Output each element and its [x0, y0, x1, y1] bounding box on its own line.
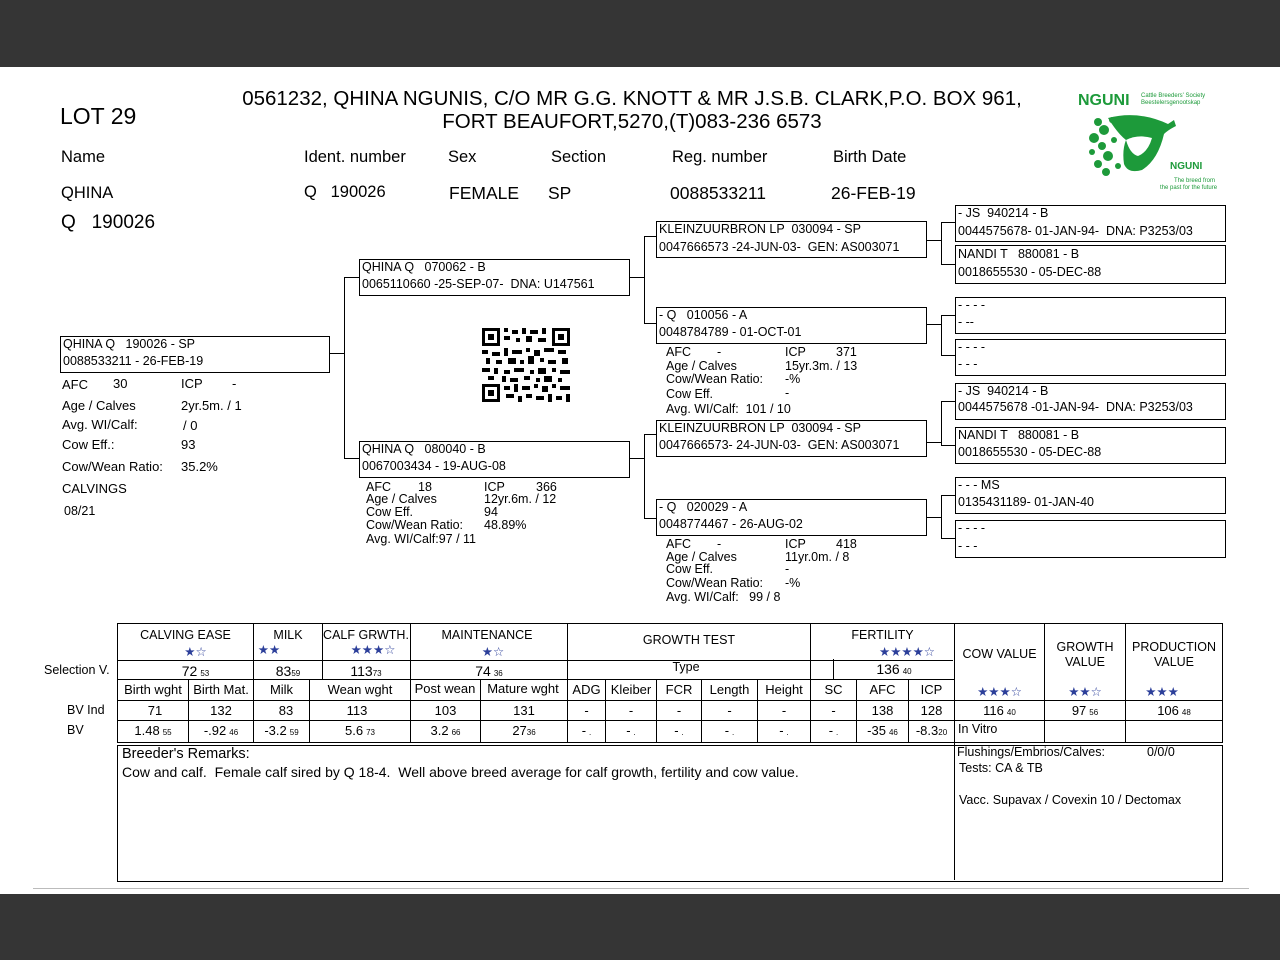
bv-ind-post-wean: 103 — [434, 703, 457, 718]
bv-ind-production-value — [1126, 703, 1222, 718]
header-line-1: 0561232, QHINA NGUNIS, C/O MR G.G. KNOTT & MR J.S.B. CLARK,P.O. BOX 961, — [242, 87, 1022, 110]
dam-cow-eff-label: Cow Eff. — [366, 505, 414, 519]
table-border — [1222, 623, 1223, 743]
col-icp: ICP — [920, 682, 943, 697]
gen4-7-line-2: 0135431189- 01-JAN-40 — [958, 495, 1094, 509]
header-milk: MILK — [273, 628, 303, 642]
gen4-2-line-1: NANDI T 880081 - B — [958, 247, 1080, 261]
gen4-4-line-1: - - - - — [958, 340, 986, 354]
bv-acc: 46 — [229, 728, 239, 737]
gen4-2-line-2: 0018655530 - 05-DEC-88 — [958, 265, 1102, 279]
animal-afc: 30 — [113, 376, 128, 391]
header-growth-value-2: VALUE — [1064, 655, 1106, 669]
header-line-2: FORT BEAUFORT,5270,(T)083-236 6573 — [442, 110, 822, 133]
dams-dam-line-1: - Q 020029 - A — [659, 500, 748, 514]
sd-icp: 371 — [836, 345, 857, 359]
animal-age-label: Age / Calves — [62, 398, 136, 413]
stars-fertility: ★★★★☆ — [878, 645, 936, 659]
gen4-1-line-1: - JS 940214 - B — [958, 206, 1049, 220]
bv-birth-wght — [118, 723, 188, 738]
bv-ind-value: 106 — [1157, 703, 1179, 718]
bv-value: 27 — [512, 723, 527, 738]
dams-dam-line-2: 0048774467 - 26-AUG-02 — [659, 517, 803, 531]
header-calf-growth: CALF GRWTH. — [323, 628, 409, 642]
selection-value: 72 — [181, 663, 198, 679]
sire-line-2: 0065110660 -25-SEP-07- DNA: U147561 — [362, 277, 595, 291]
bv-icp — [909, 723, 954, 738]
header-cow-value: COW VALUE — [962, 647, 1037, 661]
header-fertility: FERTILITY — [851, 628, 914, 642]
dd-cow-eff: - — [785, 562, 790, 576]
logo-tagline-2: the past for the future — [1160, 185, 1218, 191]
header-calving-ease: CALVING EASE — [140, 628, 231, 642]
bv-ind-kleiber: - — [628, 703, 634, 718]
bv-ind-acc: 40 — [1006, 708, 1016, 717]
gen4-1-line-2: 0044575678- 01-JAN-94- DNA: P3253/03 — [958, 224, 1193, 238]
bv-ind-fcr: - — [676, 703, 682, 718]
gen4-7-line-1: - - - MS — [958, 478, 1000, 492]
sd-cow-eff: - — [785, 386, 790, 400]
logo-emblem-text: NGUNI — [1170, 161, 1203, 172]
stars-calving-ease: ★☆ — [184, 645, 207, 659]
stars-calf-growth: ★★★☆ — [350, 643, 396, 657]
dam-cow-wean-label: Cow/Wean Ratio: — [366, 518, 464, 532]
bv-ind-birth-wght: 71 — [147, 703, 163, 718]
bv-ind-growth-value — [1045, 703, 1125, 718]
dd-cow-eff-label: Cow Eff. — [666, 562, 714, 576]
bv-value: -35 — [867, 723, 886, 738]
col-birth-mat: Birth Mat. — [193, 682, 249, 697]
animal-cow-wean: 35.2% — [181, 459, 218, 474]
dam-avg: Avg. WI/Calf:97 / 11 — [366, 532, 477, 546]
bv-ind-value: 97 — [1071, 703, 1087, 718]
bv-ind-value: 116 — [983, 703, 1004, 718]
bv-acc: 59 — [289, 728, 299, 737]
sires-sire-line-2: 0047666573 -24-JUN-03- GEN: AS003071 — [659, 240, 900, 254]
col-wean-wght: Wean wght — [327, 682, 393, 697]
col-height: Height — [765, 682, 803, 697]
bv-post-wean — [411, 723, 480, 738]
label-bv: BV — [67, 723, 84, 737]
col-birth-wght: Birth wght — [124, 682, 182, 697]
dd-afc: - — [717, 537, 722, 551]
sd-cow-eff-label: Cow Eff. — [666, 387, 714, 401]
animal-age: 2yr.5m. / 1 — [181, 398, 242, 413]
sires-dam-line-1: - Q 010056 - A — [659, 308, 748, 322]
header-growth-test: GROWTH TEST — [642, 633, 736, 647]
dams-sire-line-1: KLEINZUURBRON LP 030094 - SP — [659, 421, 861, 435]
header-type: Type — [672, 660, 700, 674]
stars-milk: ★★ — [257, 643, 281, 657]
bv-acc: . — [633, 728, 636, 737]
stars-maintenance: ★☆ — [481, 645, 505, 659]
sd-age: 15yr.3m. / 13 — [785, 359, 858, 373]
tests-note: Tests: CA & TB — [959, 761, 1043, 775]
col-mature-wght: Mature wght — [487, 681, 559, 696]
col-afc: AFC — [869, 682, 896, 697]
dam-icp-label: ICP — [484, 480, 505, 494]
animal-line-2: 0088533211 - 26-FEB-19 — [63, 354, 204, 368]
sd-afc: - — [717, 345, 722, 359]
bv-acc: . — [681, 728, 684, 737]
bv-ind-milk: 83 — [278, 703, 294, 718]
sire-line-1: QHINA Q 070062 - B — [362, 260, 486, 274]
bv-afc — [857, 723, 908, 738]
stars-production-value: ★★★ — [1145, 685, 1179, 699]
col-length: Length — [709, 682, 750, 697]
sd-age-label: Age / Calves — [666, 359, 737, 373]
selection-value: 83 — [275, 663, 292, 679]
selection-acc: 53 — [200, 669, 210, 678]
label-ident: Ident. number — [304, 148, 406, 166]
gen4-4-line-2: - - - — [958, 357, 978, 371]
bv-value: - — [724, 723, 730, 738]
selection-acc: 36 — [493, 669, 503, 678]
bv-ind-acc: 56 — [1089, 708, 1099, 717]
label-reg: Reg. number — [672, 148, 768, 166]
bv-ind-length: - — [727, 703, 732, 718]
bv-ind-adg: - — [584, 703, 589, 718]
sd-afc-label: AFC — [666, 345, 691, 359]
value-reg: 0088533211 — [670, 183, 767, 203]
bv-length — [702, 723, 757, 738]
dd-afc-label: AFC — [666, 537, 691, 551]
bv-acc: . — [589, 728, 592, 737]
stars-growth-value: ★★☆ — [1068, 685, 1102, 699]
table-border — [117, 623, 1223, 624]
in-vitro-label: In Vitro — [958, 722, 998, 736]
gen4-5-line-1: - JS 940214 - B — [958, 384, 1049, 398]
bv-acc: 73 — [366, 728, 375, 737]
bv-value: - — [779, 723, 784, 738]
dam-line-1: QHINA Q 080040 - B — [362, 442, 486, 456]
bv-value: 1.48 — [134, 723, 160, 738]
bv-wean-wght — [310, 723, 410, 738]
calvings-value: 08/21 — [64, 504, 96, 518]
col-milk: Milk — [269, 682, 294, 697]
logo-tagline-1: The breed from — [1174, 178, 1216, 184]
dd-avg: Avg. WI/Calf: 99 / 8 — [666, 590, 781, 604]
bv-ind-acc: 48 — [1181, 708, 1191, 717]
stars-cow-value: ★★★☆ — [977, 685, 1022, 699]
selection-milk — [254, 663, 322, 679]
col-sc: SC — [824, 682, 843, 697]
bv-ind-mature-wght: 131 — [513, 703, 535, 718]
animal-cow-wean-label: Cow/Wean Ratio: — [62, 459, 163, 474]
header-growth-value-1: GROWTH — [1056, 640, 1114, 654]
table-rule — [117, 660, 953, 661]
animal-afc-label: AFC — [62, 377, 88, 392]
selection-value: 74 — [475, 663, 491, 679]
bv-ind-wean-wght: 113 — [346, 703, 368, 718]
value-sex: FEMALE — [449, 183, 520, 203]
flushings-label: Flushings/Embrios/Calves: — [957, 745, 1105, 759]
remarks-title: Breeder's Remarks: — [122, 746, 250, 762]
bv-ind-cow-value — [955, 703, 1044, 718]
bv-value: -8.3 — [915, 723, 939, 738]
col-kleiber: Kleiber — [610, 682, 652, 697]
gen4-8-line-1: - - - - — [958, 521, 986, 535]
bv-ind-afc: 138 — [871, 703, 894, 718]
flushings-value: 0/0/0 — [1147, 745, 1175, 759]
bv-kleiber — [606, 723, 656, 738]
bv-value: -3.2 — [264, 723, 287, 738]
bv-ind-icp: 128 — [920, 703, 943, 718]
bv-milk — [254, 723, 309, 738]
table-rule — [117, 720, 1223, 721]
gen4-5-line-2: 0044575678 -01-JAN-94- DNA: P3253/03 — [958, 400, 1193, 414]
lot-number: LOT 29 — [60, 103, 137, 129]
value-ident: Q 190026 — [304, 183, 386, 201]
dam-age: 12yr.6m. / 12 — [484, 492, 557, 506]
calvings-label: CALVINGS — [62, 481, 127, 496]
bv-acc: . — [836, 728, 839, 737]
label-birth: Birth Date — [833, 148, 907, 166]
dam-icp: 366 — [536, 480, 557, 494]
logo-brand: NGUNI — [1078, 92, 1130, 109]
header-maintenance: MAINTENANCE — [441, 628, 533, 642]
bv-value: - — [674, 723, 679, 738]
bv-ind-height: - — [781, 703, 787, 718]
bv-value: - — [828, 723, 834, 738]
dam-afc: 18 — [418, 480, 432, 494]
animal-avg-label: Avg. WI/Calf: — [62, 417, 138, 432]
col-post-wean: Post wean — [414, 681, 476, 696]
bv-mature-wght — [481, 723, 567, 738]
dam-line-2: 0067003434 - 19-AUG-08 — [362, 459, 506, 473]
selection-value: 113 — [350, 663, 373, 679]
remarks-text: Cow and calf. Female calf sired by Q 18-4. Well above breed average for calf growth, fertility and cow value. — [122, 764, 799, 780]
bv-acc: 55 — [162, 728, 172, 737]
dd-age-label: Age / Calves — [666, 550, 737, 564]
table-border — [117, 742, 1223, 743]
gen4-3-line-2: - -- — [958, 315, 974, 329]
selection-acc: 59 — [291, 669, 301, 678]
logo-society-1: Cattle Breeders' Society — [1141, 93, 1206, 99]
bv-value: - — [581, 723, 587, 738]
sd-icp-label: ICP — [785, 345, 806, 359]
animal-icp-label: ICP — [181, 376, 203, 391]
dd-cow-wean-label: Cow/Wean Ratio: — [666, 576, 764, 590]
gen4-3-line-1: - - - - — [958, 298, 986, 312]
gen4-6-line-2: 0018655530 - 05-DEC-88 — [958, 445, 1102, 459]
animal-avg: / 0 — [183, 418, 198, 433]
bv-value: -.92 — [203, 723, 227, 738]
dd-icp-label: ICP — [785, 537, 806, 551]
header-production-value-1: PRODUCTION — [1131, 640, 1217, 654]
dam-age-label: Age / Calves — [366, 492, 437, 506]
bv-acc: 46 — [888, 728, 898, 737]
table-rule — [117, 679, 955, 680]
gen4-8-line-2: - - - — [958, 539, 978, 553]
dam-afc-label: AFC — [366, 480, 391, 494]
label-selection: Selection V. — [44, 663, 110, 677]
animal-id: Q 190026 — [61, 212, 156, 233]
label-section: Section — [551, 148, 607, 166]
selection-acc: 40 — [902, 667, 912, 676]
label-name: Name — [61, 148, 106, 166]
selection-value: 136 — [876, 661, 900, 677]
col-adg: ADG — [572, 682, 601, 697]
sd-cow-wean-label: Cow/Wean Ratio: — [666, 372, 764, 386]
bv-birth-mat — [189, 723, 253, 738]
vacc-note: Vacc. Supavax / Covexin 10 / Dectomax — [959, 793, 1182, 807]
sires-dam-line-2: 0048784789 - 01-OCT-01 — [659, 325, 802, 339]
bv-ind-sc: - — [831, 703, 836, 718]
bv-value: 5.6 — [345, 723, 364, 738]
dams-sire-line-2: 0047666573- 24-JUN-03- GEN: AS003071 — [659, 438, 900, 452]
bv-acc: . — [786, 728, 789, 737]
selection-calving-ease — [118, 663, 273, 679]
value-name: QHINA — [61, 184, 114, 202]
bv-ind-birth-mat: 132 — [210, 703, 232, 718]
selection-acc: 73 — [372, 669, 382, 678]
selection-maintenance — [411, 663, 567, 679]
bv-fcr — [657, 723, 701, 738]
bv-acc: 66 — [451, 728, 461, 737]
selection-fertility — [834, 661, 954, 677]
dam-cow-eff: 94 — [484, 505, 498, 519]
bv-acc: . — [732, 728, 735, 737]
logo-society-2: Beestelersgenootskap — [1141, 100, 1201, 106]
bv-value: - — [626, 723, 631, 738]
animal-cow-eff: 93 — [181, 437, 196, 452]
table-rule — [117, 700, 1223, 701]
sires-sire-line-1: KLEINZUURBRON LP 030094 - SP — [659, 222, 861, 236]
bv-height — [758, 723, 810, 738]
header-production-value-2: VALUE — [1153, 655, 1195, 669]
animal-icp: - — [232, 376, 237, 391]
value-section: SP — [548, 183, 572, 203]
bv-adg — [568, 723, 605, 738]
bv-acc: 20 — [938, 728, 948, 737]
dd-cow-wean: -% — [785, 576, 801, 590]
bv-sc — [811, 723, 856, 738]
label-sex: Sex — [448, 148, 477, 166]
label-bv-ind: BV Ind — [67, 703, 105, 717]
sd-cow-wean: -% — [785, 372, 801, 386]
dd-age: 11yr.0m. / 8 — [785, 550, 850, 564]
col-fcr: FCR — [665, 682, 693, 697]
bv-value: 3.2 — [430, 723, 449, 738]
sd-avg: Avg. WI/Calf: 101 / 10 — [666, 402, 791, 416]
value-birth: 26-FEB-19 — [831, 183, 916, 203]
dam-cow-wean: 48.89% — [484, 518, 527, 532]
bv-acc: 36 — [526, 728, 536, 737]
dd-icp: 418 — [836, 537, 857, 551]
animal-line-1: QHINA Q 190026 - SP — [63, 337, 196, 351]
animal-cow-eff-label: Cow Eff.: — [62, 437, 115, 452]
gen4-6-line-1: NANDI T 880081 - B — [958, 428, 1080, 442]
selection-calf-growth — [322, 663, 410, 679]
